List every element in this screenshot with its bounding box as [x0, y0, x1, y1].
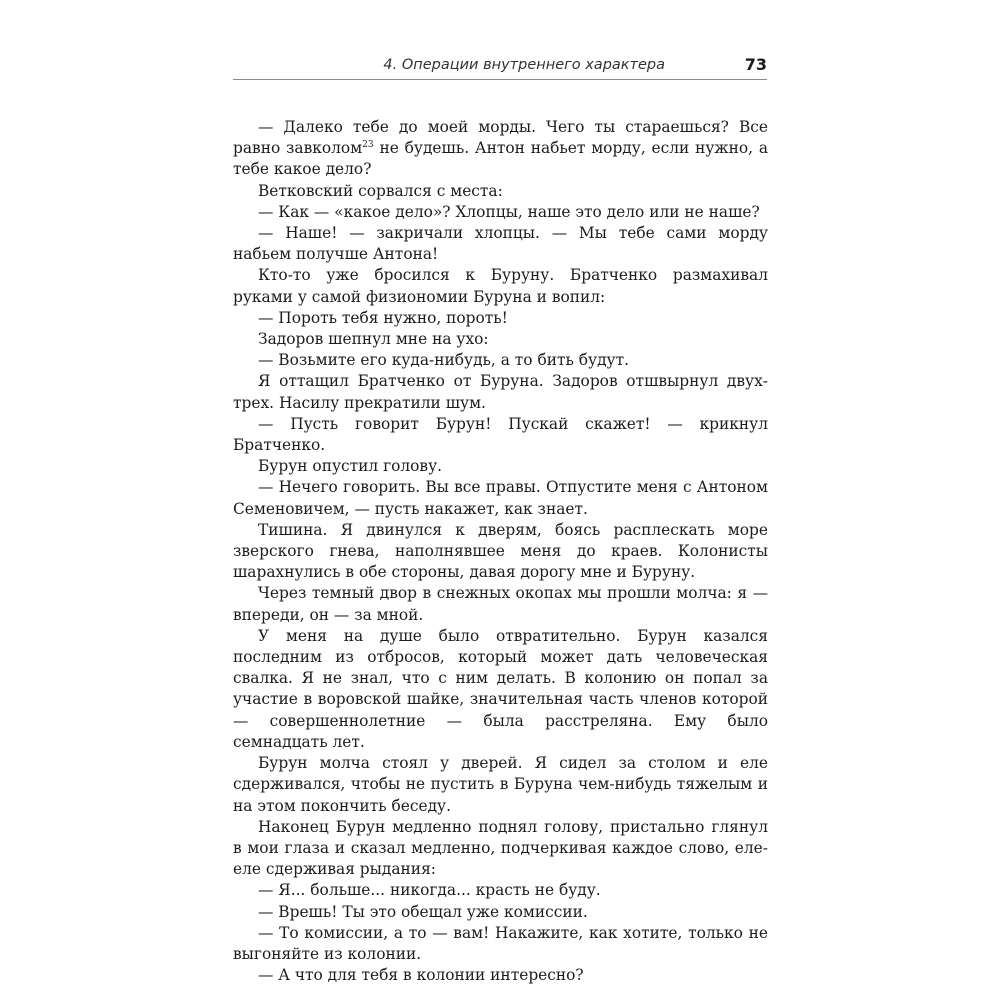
page-number: 73 [744, 55, 767, 74]
paragraph: Задоров шепнул мне на ухо: [258, 330, 489, 349]
paragraph: Наконец Бурун медленно поднял голову, пристально глянул в мои глаза и сказал медленно, подчеркивая каждое слово, еле-еле сдерживая рыдания: [233, 817, 768, 879]
paragraph: — Пороть тебя нужно, пороть! [258, 308, 508, 327]
paragraph: Через темный двор в снежных окопах мы прошли молча: я — впереди, он — за мной. [233, 584, 768, 624]
paragraph: — Наше! — закричали хлопцы. — Мы тебе сами морду набьем получше Антона! [233, 224, 768, 264]
paragraph: Бурун молча стоял у дверей. Я сидел за столом и еле сдерживался, чтобы не пустить в Буруна чем-нибудь тяжелым и на этом покончить беседу. [233, 754, 768, 815]
paragraph: — Я... больше... никогда... красть не буду. [258, 881, 601, 900]
paragraph: Бурун опустил голову. [258, 457, 443, 476]
paragraph: — То комиссии, а то — вам! Накажите, как хотите, только не выгоняйте из колонии. [233, 923, 768, 963]
paragraph: — Далеко тебе до моей морды. Чего ты стараешься? Все равно завколом$^{23}$ не будешь. Антон набьет морду, если нужно, а тебе какое дело? [233, 118, 768, 179]
running-header [233, 56, 767, 80]
paragraph: — Врешь! Ты это обещал уже комиссии. [258, 902, 588, 921]
header-rule [233, 79, 767, 80]
chapter-title: 4. Операции внутреннего характера [383, 57, 665, 73]
body-text [233, 117, 768, 986]
paragraph: — Как — «какое дело»? Хлопцы, наше это дело или не наше? [258, 202, 760, 221]
paragraph: Ветковский сорвался с места: [258, 181, 503, 200]
paragraph: Кто-то уже бросился к Буруну. Братченко размахивал руками у самой физиономии Буруна и вопил: [233, 266, 768, 306]
footnote-marker: 23 [362, 140, 374, 151]
paragraph: — А что для тебя в колонии интересно? [258, 966, 584, 985]
paragraph: — Нечего говорить. Вы все правы. Отпустите меня с Антоном Семеновичем, — пусть накажет, как знает. [233, 478, 768, 518]
paragraph: Тишина. Я двинулся к дверям, боясь расплескать море зверского гнева, наполнявшее меня до краев. Колонисты шарахнулись в обе стороны, давая дорогу мне и Буруну. [233, 520, 768, 582]
paragraph: У меня на душе было отвратительно. Бурун казался последним из отбросов, который может дать человеческая свалка. Я не знал, что с ним делать. В колонию он попал за участие в воровской шайке, значительная часть членов которой — совершеннолетние — была расстреляна. Ему было семнадцать лет. [233, 626, 768, 751]
paragraph: — Пусть говорит Бурун! Пускай скажет! — крикнул Братченко. [233, 414, 768, 455]
paragraph: — Возьмите его куда-нибудь, а то бить будут. [258, 351, 630, 370]
paragraph: Я оттащил Братченко от Буруна. Задоров отшвырнул двух-трех. Насилу прекратили шум. [233, 372, 768, 412]
